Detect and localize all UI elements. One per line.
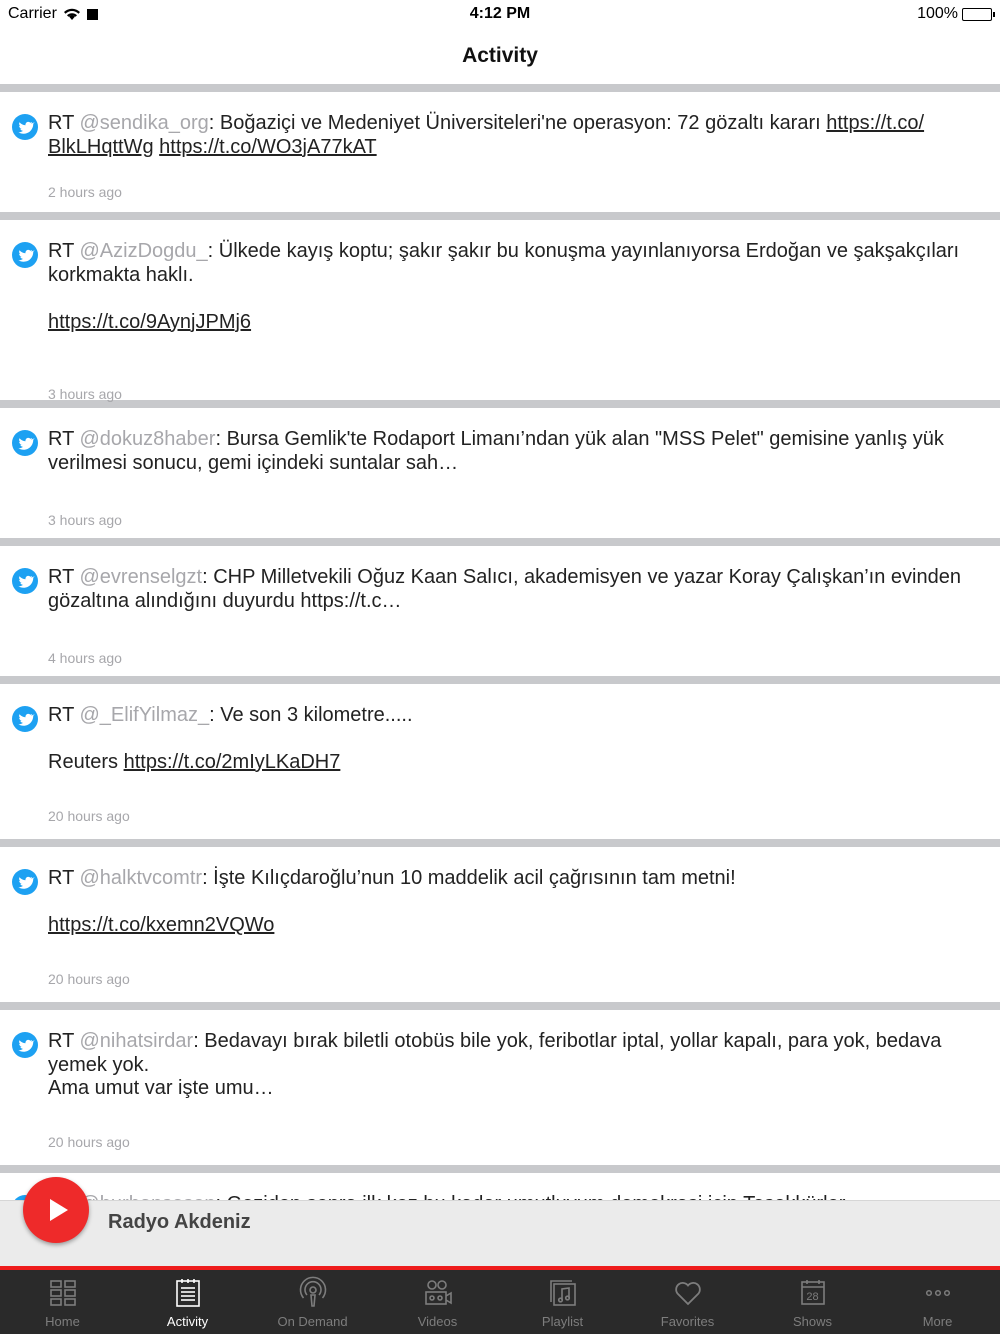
tab-label: Home <box>45 1314 80 1329</box>
tweet-text <box>48 867 990 938</box>
station-name: Radyo Akdeniz <box>108 1211 251 1233</box>
tweet-timestamp: 2 hours ago <box>48 184 122 200</box>
status-bar <box>0 0 1000 28</box>
twitter-bird-icon <box>12 114 38 140</box>
tweet-text <box>48 112 990 159</box>
tab-playlist[interactable] <box>500 1270 625 1334</box>
tweet-timestamp: 3 hours ago <box>48 512 122 528</box>
tweet-prefix: RT <box>48 428 80 450</box>
tweet-timestamp: 20 hours ago <box>48 971 130 987</box>
tweet-text <box>48 428 990 475</box>
mini-player[interactable] <box>0 1200 1000 1266</box>
tweet-row[interactable] <box>0 408 1000 538</box>
tweet-link[interactable]: https://t.co/WO3jA77kAT <box>159 135 377 158</box>
twitter-bird-icon <box>12 430 38 456</box>
tweet-body: : Bursa Gemlik'te Rodaport Limanı’ndan yük alan "MSS Pelet" gemisine yanlış yük verilmesi sonucu, gemi içindeki suntalar sah… <box>48 428 944 474</box>
twitter-bird-icon <box>12 869 38 895</box>
tweet-handle[interactable]: @halktvcomtr <box>79 867 203 889</box>
navigation-bar <box>0 28 1000 84</box>
tab-on-demand[interactable] <box>250 1270 375 1334</box>
tweet-text <box>48 1030 990 1101</box>
tweet-handle[interactable]: @dokuz8haber <box>79 428 216 450</box>
tweet-handle[interactable]: @evrenselgzt <box>79 566 203 588</box>
podcast-icon <box>250 1276 375 1310</box>
tweet-prefix: RT <box>48 1030 80 1052</box>
tweet-row[interactable] <box>0 847 1000 1002</box>
battery-percent: 100% <box>917 5 958 22</box>
tweet-handle[interactable]: @AzizDogdu_ <box>79 240 208 262</box>
clock: 4:12 PM <box>469 5 531 22</box>
tweet-text <box>48 704 990 775</box>
activity-feed[interactable] <box>0 84 1000 1200</box>
battery-indicator <box>917 5 992 23</box>
tweet-timestamp: 4 hours ago <box>48 650 122 666</box>
tweet-row[interactable] <box>0 684 1000 839</box>
battery-icon <box>962 8 992 21</box>
tweet-row[interactable] <box>0 220 1000 400</box>
tweet-timestamp: 3 hours ago <box>48 386 122 402</box>
tab-label: More <box>922 1314 953 1329</box>
tweet-link[interactable]: https://t.co/2mIyLKaDH7 <box>123 751 341 773</box>
list-icon <box>125 1276 250 1310</box>
twitter-bird-icon <box>12 568 38 594</box>
tab-shows[interactable] <box>750 1270 875 1334</box>
tweet-handle[interactable]: @sendika_org <box>79 112 209 134</box>
tweet-prefix: RT <box>48 566 80 588</box>
tweet-body: : Bedavayı bırak biletli otobüs bile yok, feribotlar iptal, yollar kapalı, para yok, bedava yemek yok. Ama umut var işte umu… <box>48 1030 942 1099</box>
play-button[interactable] <box>23 1177 89 1243</box>
tweet-prefix: RT <box>48 240 80 262</box>
tweet-text <box>48 240 990 334</box>
calendar-icon <box>750 1276 875 1310</box>
tweet-handle[interactable]: @nihatsirdar <box>79 1030 194 1052</box>
video-camera-icon <box>375 1276 500 1310</box>
tab-label: Videos <box>417 1314 458 1329</box>
tweet-timestamp: 20 hours ago <box>48 1134 130 1150</box>
tab-activity[interactable] <box>125 1270 250 1334</box>
tweet-link[interactable]: https://t.co/kxemn2VQWo <box>48 914 275 936</box>
tweet-timestamp: 20 hours ago <box>48 808 130 824</box>
twitter-bird-icon <box>12 706 38 732</box>
tweet-prefix: RT <box>48 112 80 134</box>
tweet-prefix: RT <box>48 867 80 889</box>
tweet-body: : İşte Kılıçdaroğlu’nun 10 maddelik acil çağrısının tam metni! <box>202 867 736 889</box>
tweet-body: : Ve son 3 kilometre..... Reuters <box>48 704 413 773</box>
tweet-row[interactable] <box>0 546 1000 676</box>
tweet-text <box>48 566 990 613</box>
tab-label: Playlist <box>541 1314 584 1329</box>
tweet-body: : Ülkede kayış koptu; şakır şakır bu konuşma yayınlanıyorsa Erdoğan ve şakşakçıları korkmakta haklı. <box>48 240 960 286</box>
tweet-prefix: RT <box>48 704 80 726</box>
calendar-date-label: 28 <box>806 1291 819 1303</box>
tab-label: On Demand <box>277 1314 348 1329</box>
tweet-link[interactable]: https://t.co/ BlkLHqttWg <box>48 112 925 158</box>
tweet-handle[interactable]: @_ElifYilmaz_ <box>79 704 210 726</box>
tweet-body: : Boğaziçi ve Medeniyet Üniversiteleri'ne operasyon: 72 gözaltı kararı <box>208 112 827 134</box>
tweet-row[interactable] <box>0 92 1000 212</box>
tab-bar <box>0 1270 1000 1334</box>
more-icon <box>875 1276 1000 1310</box>
tab-label: Favorites <box>660 1314 715 1329</box>
heart-icon <box>625 1276 750 1310</box>
tweet-row[interactable] <box>0 1010 1000 1165</box>
tab-label: Shows <box>792 1314 833 1329</box>
tweet-body: : CHP Milletvekili Oğuz Kaan Salıcı, akademisyen ve yazar Koray Çalışkan’ın evinden gözaltına alındığını duyurdu https://t.c… <box>48 566 961 612</box>
tab-home[interactable] <box>0 1270 125 1334</box>
music-note-icon <box>500 1276 625 1310</box>
tab-more[interactable] <box>875 1270 1000 1334</box>
page-title: Activity <box>462 44 538 67</box>
play-icon <box>50 1199 68 1221</box>
tab-favorites[interactable] <box>625 1270 750 1334</box>
tab-videos[interactable] <box>375 1270 500 1334</box>
twitter-bird-icon <box>12 242 38 268</box>
tweet-link[interactable]: https://t.co/9AynjJPMj6 <box>48 310 252 333</box>
carrier-label: Carrier <box>8 5 57 22</box>
tab-label: Activity <box>166 1314 209 1329</box>
grid-icon <box>0 1276 125 1310</box>
twitter-bird-icon <box>12 1032 38 1058</box>
